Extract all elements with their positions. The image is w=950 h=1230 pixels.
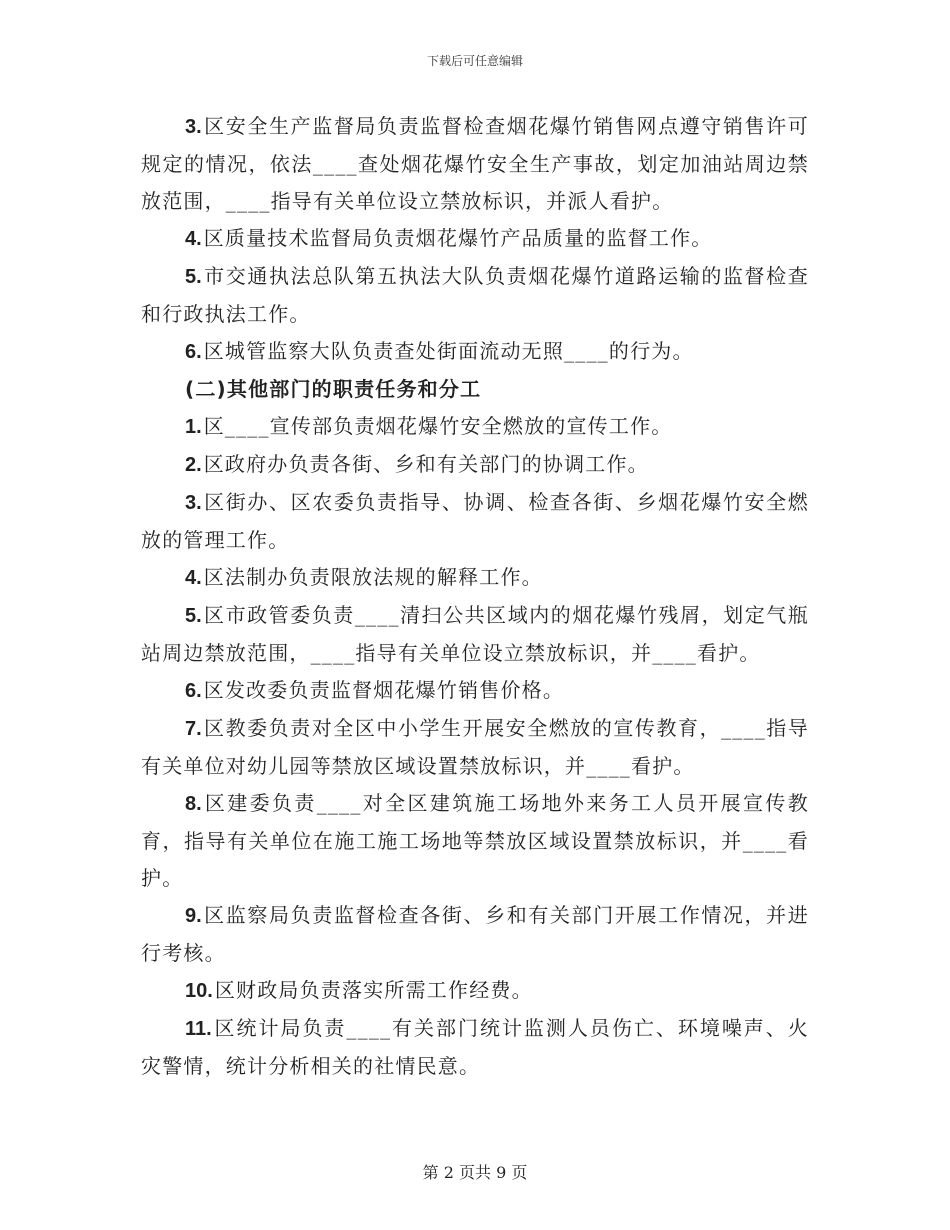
- list-item: [141, 408, 809, 446]
- item-number: 4.: [185, 228, 202, 250]
- item-number: 5.: [185, 605, 202, 627]
- item-text: 市交通执法总队第五执法大队负责烟花爆竹道路运输的监督检查和行政执法工作。: [141, 264, 809, 326]
- list-item: [141, 972, 809, 1010]
- item-number: 8.: [185, 793, 202, 815]
- list-item: [141, 108, 809, 220]
- section-heading: (二)其他部门的职责任务和分工: [185, 377, 482, 401]
- item-number: 2.: [185, 454, 202, 476]
- item-text: 区发改委负责监督烟花爆竹销售价格。: [203, 678, 565, 702]
- item-number: 9.: [185, 905, 202, 927]
- list-item: [141, 484, 809, 559]
- item-text: 区法制办负责限放法规的解释工作。: [203, 565, 543, 589]
- item-number: 6.: [185, 341, 202, 363]
- item-number: 4.: [185, 567, 202, 589]
- list-item: [141, 672, 809, 710]
- list-item: [141, 785, 809, 897]
- item-number: 3.: [185, 116, 202, 138]
- item-number: 10.: [185, 980, 213, 1002]
- item-text: 区教委负责对全区中小学生开展安全燃放的宣传教育，____指导有关单位对幼儿园等禁放区域设置禁放标识，并____看护。: [141, 716, 809, 778]
- list-item: [141, 446, 809, 484]
- item-text: 区建委负责____对全区建筑施工场地外来务工人员开展宣传教育，指导有关单位在施工施工场地等禁放区域设置禁放标识，并____看护。: [141, 791, 809, 890]
- item-text: 区市政管委负责____清扫公共区域内的烟花爆竹残屑，划定气瓶站周边禁放范围，____指导有关单位设立禁放标识，并____看护。: [141, 603, 809, 665]
- list-item: [141, 258, 809, 333]
- list-item: [141, 559, 809, 597]
- item-text: 区安全生产监督局负责监督检查烟花爆竹销售网点遵守销售许可规定的情况，依法____查处烟花爆竹安全生产事故，划定加油站周边禁放范围，____指导有关单位设立禁放标识，并派人看护。: [141, 114, 809, 213]
- list-item: [141, 597, 809, 672]
- item-text: 区政府办负责各街、乡和有关部门的协调工作。: [203, 452, 649, 476]
- item-text: 区统计局负责____有关部门统计监测人员伤亡、环境噪声、火灾警情，统计分析相关的社情民意。: [141, 1016, 809, 1078]
- item-number: 3.: [185, 492, 202, 514]
- list-item: [141, 1010, 809, 1085]
- page-header: 下载后可任意编辑: [426, 54, 523, 68]
- item-number: 11.: [185, 1018, 212, 1040]
- page-footer: 第 2 页共 9 页: [422, 1163, 528, 1182]
- item-number: 5.: [185, 266, 202, 288]
- document-body: [141, 108, 809, 1085]
- item-number: 1.: [185, 416, 202, 438]
- item-text: 区质量技术监督局负责烟花爆竹产品质量的监督工作。: [203, 226, 713, 250]
- item-text: 区财政局负责落实所需工作经费。: [214, 978, 533, 1002]
- list-item: [141, 897, 809, 972]
- list-item: [141, 333, 809, 371]
- item-text: 区监察局负责监督检查各街、乡和有关部门开展工作情况，并进行考核。: [141, 903, 809, 965]
- list-item: [141, 710, 809, 785]
- list-item: [141, 220, 809, 258]
- item-number: 6.: [185, 680, 202, 702]
- item-number: 7.: [185, 718, 202, 740]
- item-text: 区街办、区农委负责指导、协调、检查各街、乡烟花爆竹安全燃放的管理工作。: [141, 490, 809, 552]
- item-text: 区城管监察大队负责查处街面流动无照____的行为。: [203, 339, 694, 363]
- item-text: 区____宣传部负责烟花爆竹安全燃放的宣传工作。: [203, 414, 673, 438]
